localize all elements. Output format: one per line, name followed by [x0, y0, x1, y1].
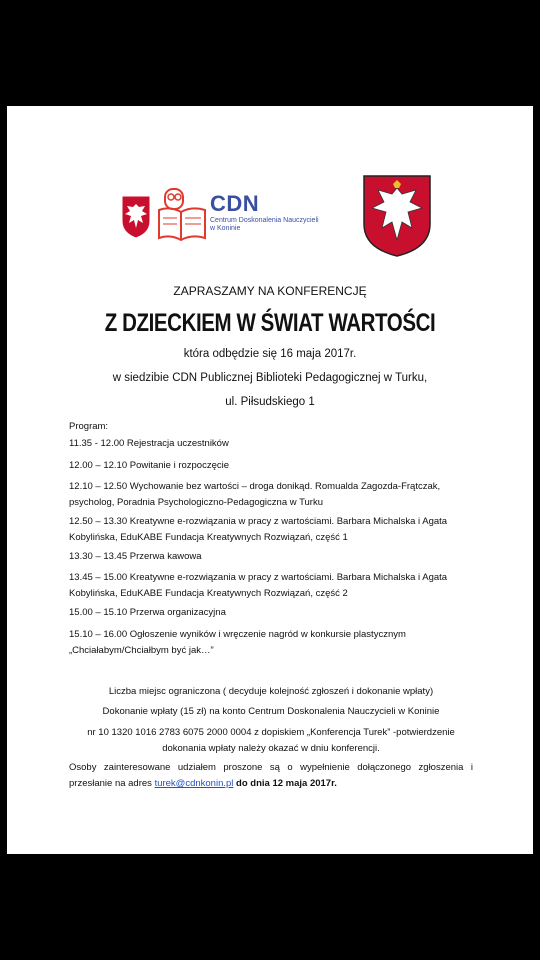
wielkopolska-coat-of-arms-icon: [121, 195, 151, 239]
cdn-logo-subtitle: Centrum Doskonalenia Nauczycieli w Koninie: [210, 217, 319, 232]
conference-title: Z DZIECKIEM W ŚWIAT WARTOŚCI: [104, 309, 436, 337]
program-heading: Program:: [69, 421, 109, 432]
logo-row: [7, 174, 533, 264]
poviat-coat-of-arms-icon: [362, 174, 432, 258]
venue-line: w siedzibie CDN Publicznej Biblioteki Pedagogicznej w Turku,: [112, 372, 428, 384]
account-number-note: nr 10 1320 1016 2783 6075 2000 0004 z dopiskiem „Konferencja Turek” -potwierdzenie dokonania wpłaty należy okazać w dniu konferencji.: [87, 727, 455, 754]
program-item: 15.10 – 16.00 Ogłoszenie wyników i wręczenie nagród w konkursie plastycznym „Chciałabym/Chciałbym być jak…”: [69, 629, 406, 656]
program-item: 13.45 – 15.00 Kreatywne e-rozwiązania w pracy z wartościami. Barbara Michalska i Agata Kobylińska, EduKABE Fundacja Kreatywnych Rozwiązań, część 2: [69, 572, 448, 599]
application-text: Osoby zainteresowane udziałem proszone są o wypełnienie dołączonego zgłoszenia i przesłanie na adres: [69, 762, 473, 789]
limited-places-note: Liczba miejsc ograniczona ( decyduje kolejność zgłoszeń i dokonanie wpłaty): [108, 686, 434, 697]
cdn-book-owl-logo-icon: [157, 186, 207, 242]
payment-note: Dokonanie wpłaty (15 zł) na konto Centrum Doskonalenia Nauczycieli w Koninie: [102, 706, 440, 717]
program-item: 13.30 – 13.45 Przerwa kawowa: [69, 551, 202, 562]
program-item: 12.00 – 12.10 Powitanie i rozpoczęcie: [69, 460, 230, 471]
invite-text: ZAPRASZAMY NA KONFERENCJĘ: [173, 284, 367, 298]
date-line: która odbędzie się 16 maja 2017r.: [183, 348, 357, 360]
cdn-logo-text: CDN: [210, 191, 260, 216]
email-link[interactable]: turek@cdnkonin.pl: [154, 778, 234, 789]
deadline-text: do dnia 12 maja 2017r.: [236, 778, 337, 789]
program-item: 12.10 – 12.50 Wychowanie bez wartości – droga donikąd. Romualda Zagozda-Frątczak, psycholog, Poradnia Psychologiczno-Pedagogiczna w Turku: [69, 481, 441, 508]
application-note: [69, 760, 473, 792]
street-line: ul. Piłsudskiego 1: [225, 396, 315, 408]
program-item: 12.50 – 13.30 Kreatywne e-rozwiązania w pracy z wartościami. Barbara Michalska i Agata Kobylińska, EduKABE Fundacja Kreatywnych Rozwiązań, część 1: [69, 516, 448, 543]
flyer-page: [7, 106, 533, 854]
program-item: 11.35 - 12.00 Rejestracja uczestników: [69, 438, 229, 449]
program-item: 15.00 – 15.10 Przerwa organizacyjna: [69, 607, 226, 618]
